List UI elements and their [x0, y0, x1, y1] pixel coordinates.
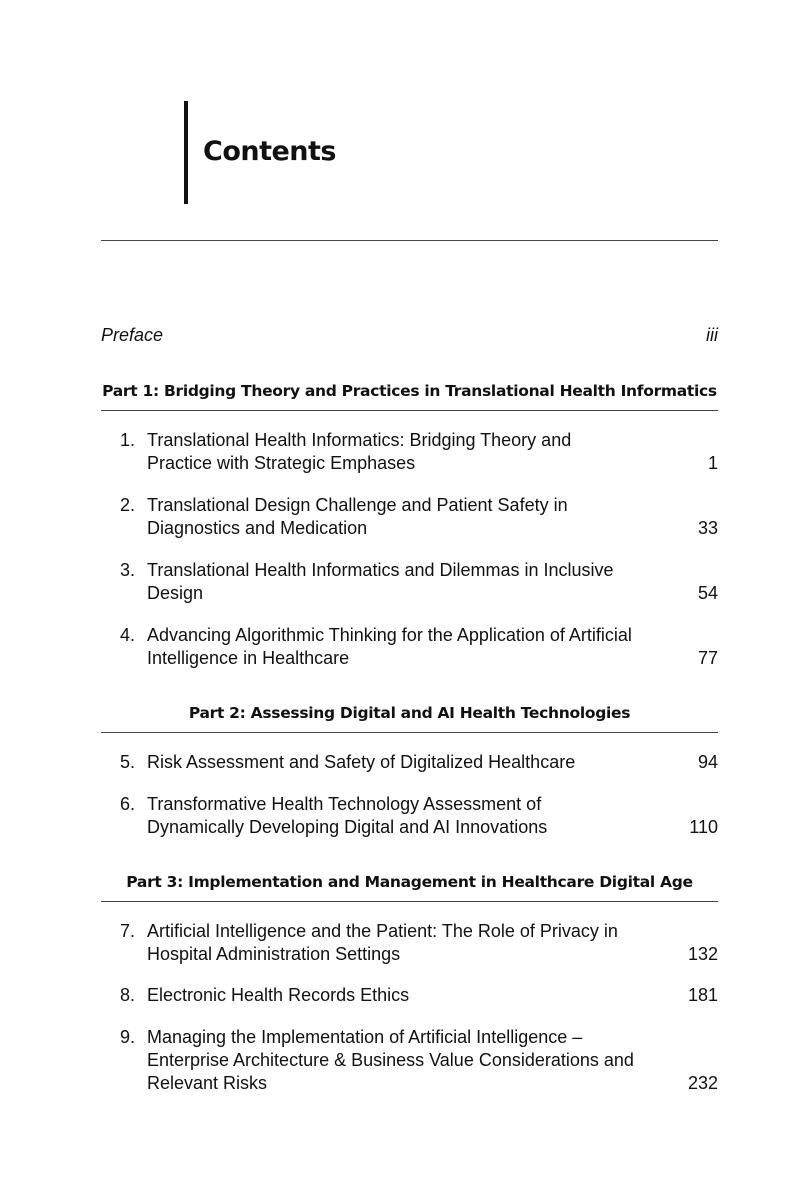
toc-entry-chapter-1[interactable]	[120, 429, 718, 475]
toc-entry-chapter-4[interactable]	[120, 624, 718, 670]
chapter-title: Translational Health Informatics: Bridging Theory and Practice with Strategic Emphases	[147, 430, 572, 473]
chapter-title: Risk Assessment and Safety of Digitalized Healthcare	[147, 752, 576, 772]
toc-entry-chapter-6[interactable]	[120, 793, 718, 839]
chapter-page: 54	[697, 583, 718, 603]
preface-label: Preface	[101, 325, 164, 345]
chapter-number: 9.	[120, 1027, 136, 1047]
chapter-number: 2.	[120, 495, 136, 515]
part-3-heading: Part 3: Implementation and Management in Healthcare Digital Age	[126, 873, 693, 891]
toc-entry-chapter-8[interactable]	[120, 984, 718, 1007]
chapter-page: 181	[687, 985, 718, 1005]
chapter-title: Translational Design Challenge and Patient Safety in Diagnostics and Medication	[147, 495, 568, 538]
title-divider	[101, 240, 718, 241]
toc-entry-chapter-5[interactable]	[120, 751, 718, 774]
chapter-page: 110	[689, 817, 718, 837]
chapter-title: Artificial Intelligence and the Patient: The Role of Privacy in Hospital Administration Settings	[147, 921, 618, 964]
chapter-number: 1.	[120, 430, 136, 450]
toc-entry-chapter-7[interactable]	[120, 920, 718, 966]
part-1-divider	[101, 410, 718, 411]
toc-entry-chapter-9[interactable]	[120, 1026, 718, 1095]
chapter-page: 94	[697, 752, 718, 772]
chapter-page: 33	[697, 518, 718, 538]
page-title: Contents	[203, 136, 337, 167]
chapter-page: 1	[707, 453, 718, 473]
chapter-title: Advancing Algorithmic Thinking for the Application of Artificial Intelligence in Healthcare	[147, 625, 632, 668]
toc-entry-chapter-3[interactable]	[120, 559, 718, 605]
chapter-number: 3.	[120, 560, 136, 580]
chapter-number: 6.	[120, 794, 136, 814]
chapter-number: 4.	[120, 625, 136, 645]
chapter-page: 232	[687, 1073, 718, 1093]
chapter-page: 77	[697, 648, 718, 668]
part-1-heading: Part 1: Bridging Theory and Practices in Translational Health Informatics	[102, 382, 717, 400]
toc-entry-chapter-2[interactable]	[120, 494, 718, 540]
chapter-title: Transformative Health Technology Assessment of Dynamically Developing Digital and AI Innovations	[147, 794, 548, 837]
part-3-divider	[101, 901, 718, 902]
chapter-title: Electronic Health Records Ethics	[147, 985, 410, 1005]
chapter-title: Translational Health Informatics and Dilemmas in Inclusive Design	[147, 560, 614, 603]
chapter-title: Managing the Implementation of Artificial Intelligence – Enterprise Architecture & Business Value Considerations and Relevant Risks	[147, 1027, 634, 1093]
chapter-number: 5.	[120, 752, 136, 772]
preface-page: iii	[706, 325, 718, 345]
chapter-page: 132	[687, 944, 718, 964]
part-2-divider	[101, 732, 718, 733]
toc-entry-preface[interactable]	[101, 325, 718, 346]
chapter-number: 7.	[120, 921, 136, 941]
title-accent-bar	[184, 101, 188, 204]
part-2-heading: Part 2: Assessing Digital and AI Health Technologies	[188, 704, 631, 722]
chapter-number: 8.	[120, 985, 136, 1005]
